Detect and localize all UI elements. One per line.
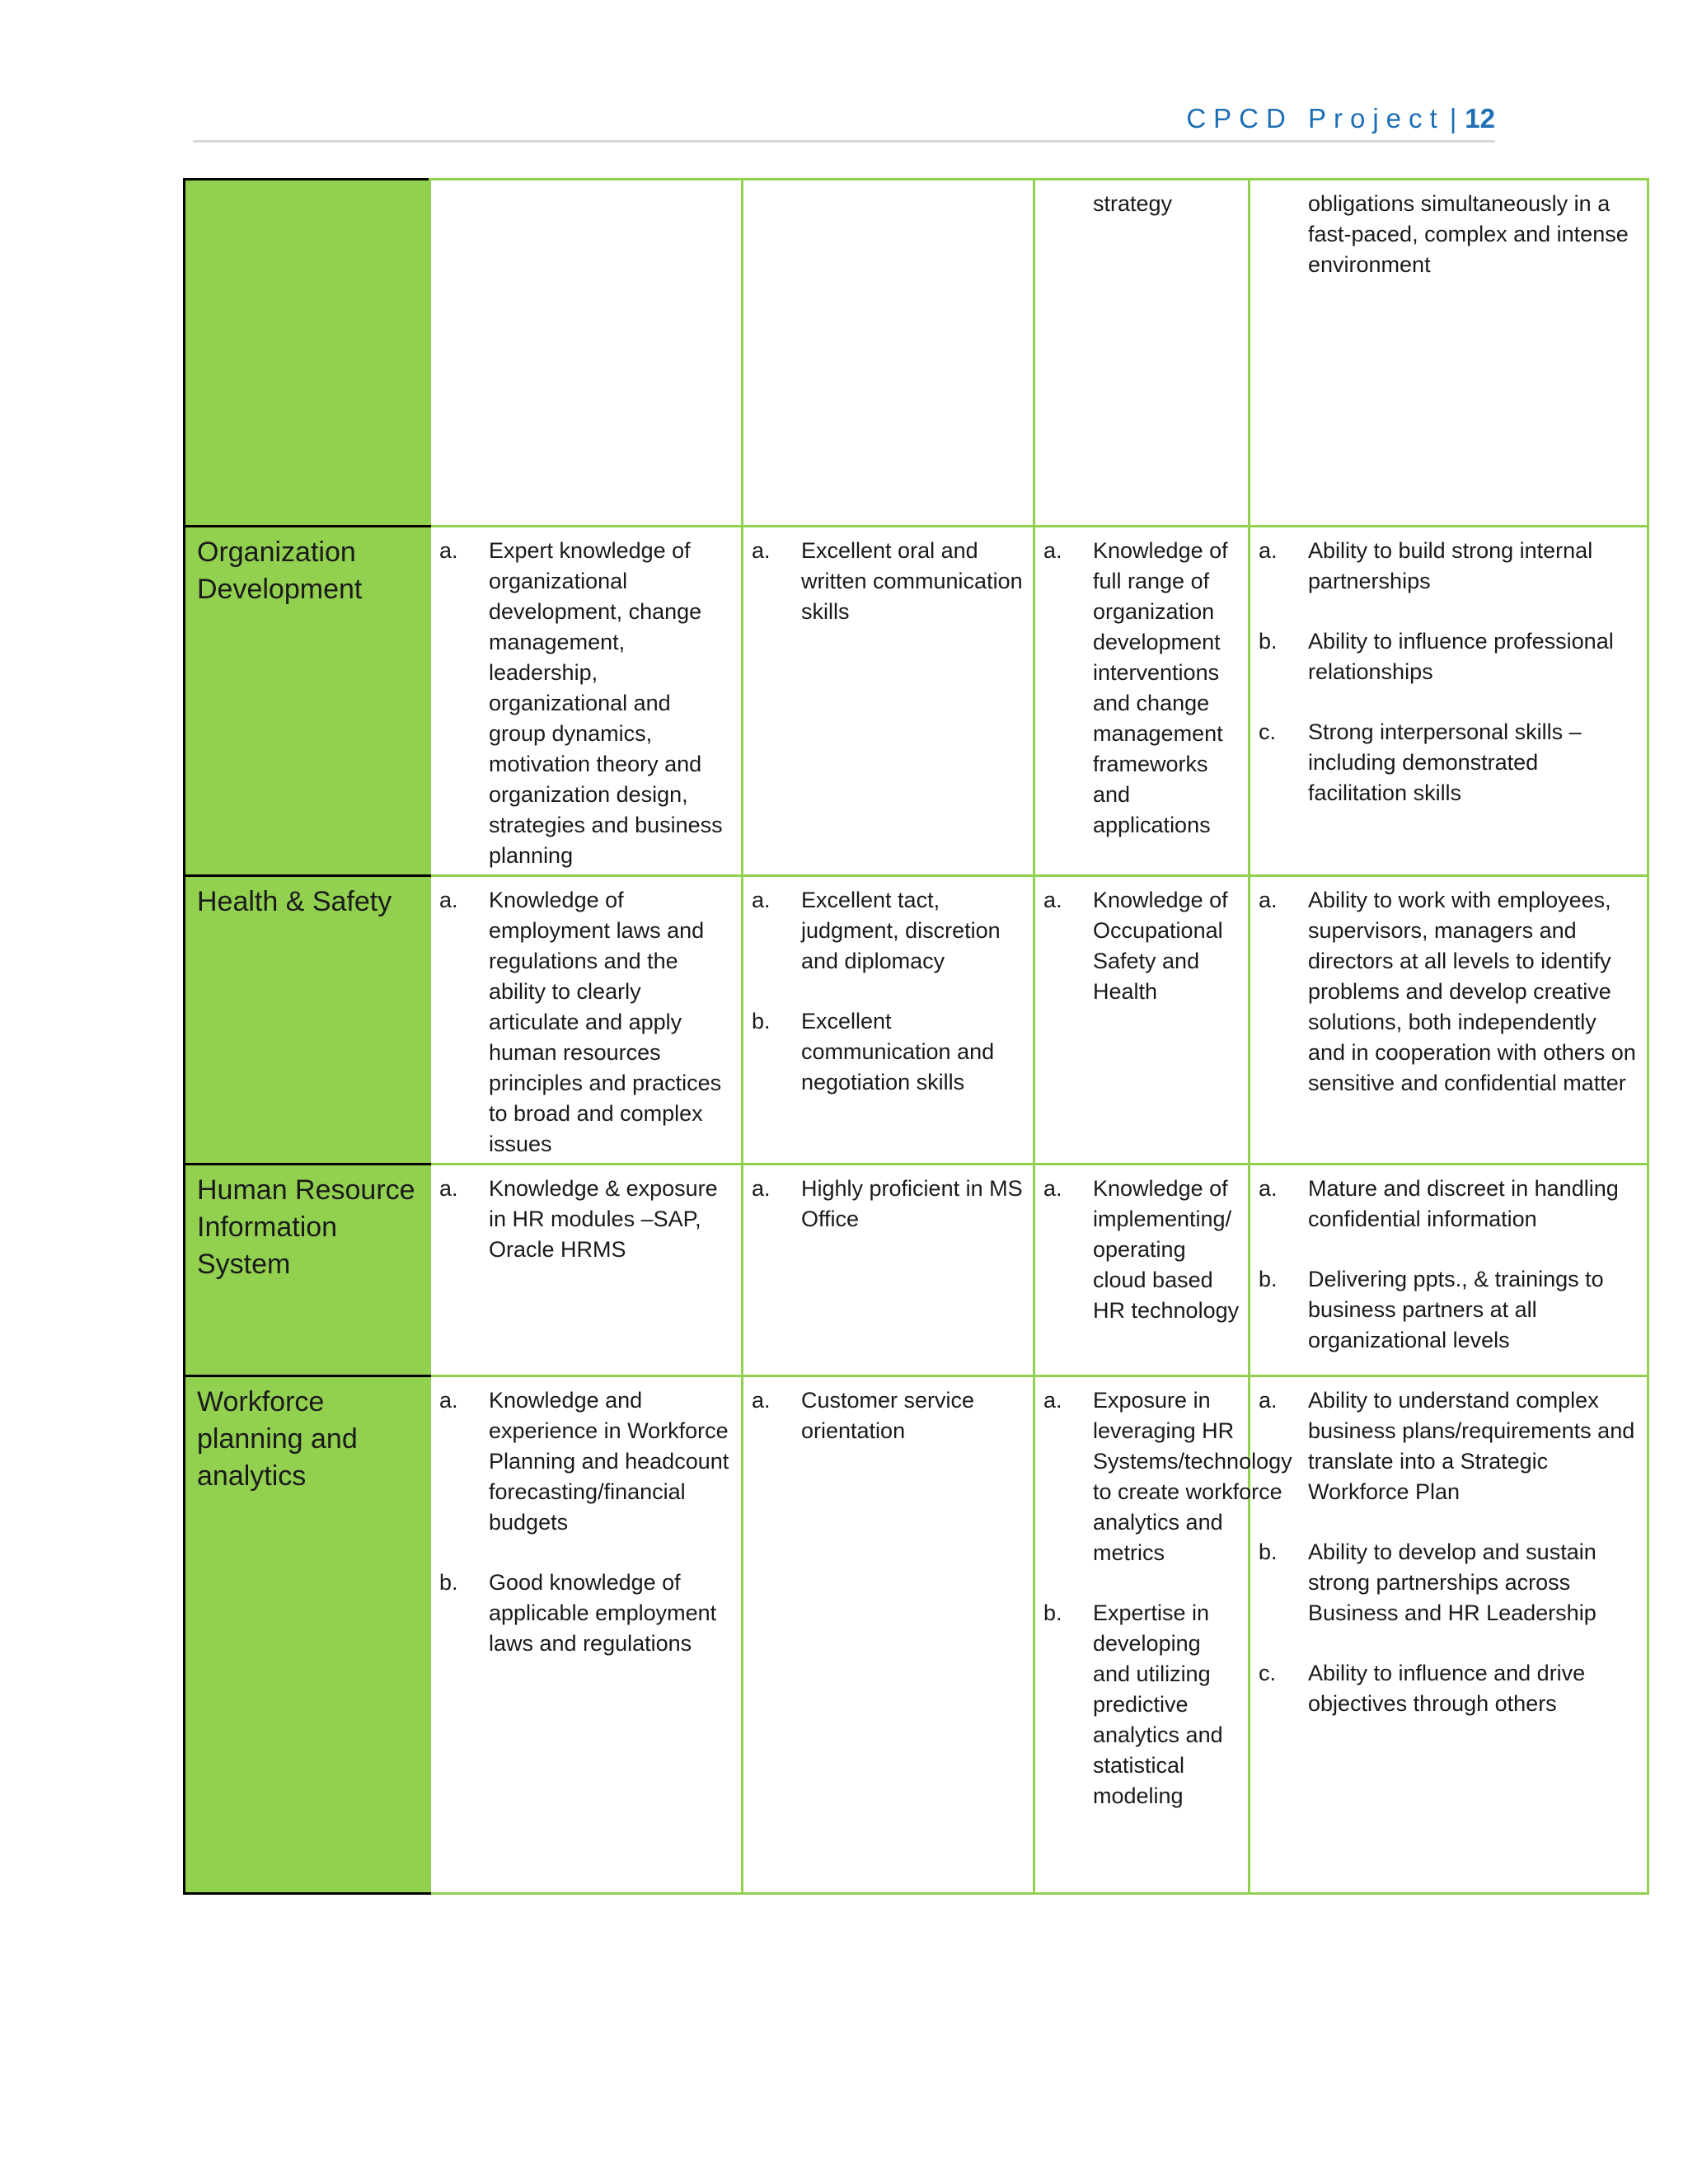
competency-area-cell: Workforce planning and analytics (185, 1376, 430, 1894)
list-item-marker: b. (1259, 1540, 1278, 1564)
list-item-text: Customer service orientation (801, 1388, 975, 1443)
list-item (752, 536, 1025, 627)
list-item-marker (1259, 189, 1308, 280)
list-item (752, 1174, 1025, 1235)
list-item-marker: a. (752, 1176, 771, 1201)
document-title: CPCD Project (1186, 103, 1445, 134)
experience-list (1043, 885, 1240, 1007)
abilities-list (1259, 536, 1639, 808)
list-item-marker: a. (1259, 1176, 1278, 1201)
abilities-cell (1250, 1376, 1648, 1894)
list-item-marker: b. (439, 1570, 458, 1595)
list-item (1259, 536, 1639, 597)
list-item-marker: a. (1259, 538, 1278, 563)
skills-list (752, 1174, 1025, 1235)
list-item-marker: a. (439, 538, 458, 563)
list-item-text: Exposure in leveraging HR Systems/technology to create workforce analytics and metrics (1093, 1388, 1292, 1565)
experience-list (1043, 189, 1240, 219)
list-item-marker: a. (752, 538, 771, 563)
list-item-marker: c. (1259, 719, 1277, 744)
list-item-marker: a. (1259, 1388, 1278, 1413)
skills-list (752, 1385, 1025, 1446)
experience-list (1043, 1385, 1292, 1811)
list-item-text: Ability to work with employees, supervisors, managers and directors at all levels to identify problems and develop creative solutions, both independently and in cooperation with others on sensitive and confidential matter (1308, 888, 1636, 1095)
list-item-text: Expertise in developing and utilizing predictive analytics and statistical modeling (1093, 1601, 1223, 1808)
list-item (1043, 189, 1240, 219)
list-item-text: Excellent tact, judgment, discretion and diplomacy (801, 888, 1001, 973)
experience-cell (1034, 876, 1250, 1165)
list-item (1043, 1598, 1240, 1811)
experience-cell (1034, 527, 1250, 876)
list-item (1043, 1174, 1240, 1326)
abilities-cell (1250, 876, 1648, 1165)
skills-cell (743, 1376, 1034, 1894)
list-item-text: Ability to influence professional relationships (1308, 629, 1614, 684)
knowledge-cell (430, 876, 743, 1165)
list-item (439, 536, 733, 871)
list-item (1259, 1658, 1639, 1719)
list-item-marker: b. (752, 1009, 771, 1033)
list-item-text: Ability to develop and sustain strong partnerships across Business and HR Leadership (1308, 1540, 1597, 1625)
list-item (1259, 1174, 1639, 1235)
list-item (752, 885, 1025, 977)
knowledge-list (439, 1174, 733, 1265)
list-item-marker: a. (1043, 888, 1062, 912)
list-item-marker: a. (1259, 888, 1278, 912)
list-item-text: Ability to understand complex business plans/requirements and translate into a Strategic Workforce Plan (1308, 1388, 1635, 1504)
table-row (185, 1376, 1648, 1894)
list-item-marker: c. (1259, 1661, 1277, 1685)
abilities-cell (1250, 1165, 1648, 1376)
knowledge-list (439, 1385, 733, 1659)
list-item-text: Delivering ppts., & trainings to business partners at all organizational levels (1308, 1267, 1604, 1352)
list-item-marker: a. (439, 1388, 458, 1413)
list-item-text: Knowledge and experience in Workforce Planning and headcount forecasting/financial budgets (489, 1388, 729, 1535)
skills-cell (743, 180, 1034, 527)
knowledge-list (439, 885, 733, 1160)
experience-list (1043, 536, 1240, 841)
list-item (439, 885, 733, 1160)
list-item-marker: a. (439, 1176, 458, 1201)
knowledge-list (439, 536, 733, 871)
abilities-cell (1250, 180, 1648, 527)
list-item-marker: b. (1259, 1267, 1278, 1291)
list-item-text: Ability to influence and drive objectives through others (1308, 1661, 1586, 1716)
list-item (1259, 885, 1639, 1099)
table-row (185, 876, 1648, 1165)
list-item-text: obligations simultaneously in a fast-paced, complex and intense environment (1308, 191, 1629, 277)
list-item-text: Good knowledge of applicable employment laws and regulations (489, 1570, 717, 1656)
page-number: 12 (1465, 103, 1495, 134)
list-item-text: Excellent oral and written communication skills (801, 538, 1023, 624)
knowledge-cell (430, 1376, 743, 1894)
list-item (1259, 1537, 1639, 1629)
experience-cell (1034, 1165, 1250, 1376)
list-item (1259, 717, 1639, 808)
header-separator: | (1449, 103, 1457, 134)
list-item-marker: a. (1043, 1176, 1062, 1201)
list-item-text: Mature and discreet in handling confidential information (1308, 1176, 1619, 1231)
competency-area-cell: Organization Development (185, 527, 430, 876)
list-item (1043, 885, 1240, 1007)
table-row (185, 527, 1648, 876)
table-row (185, 1165, 1648, 1376)
list-item-text: Strong interpersonal skills – including demonstrated facilitation skills (1308, 719, 1582, 805)
list-item-text: Highly proficient in MS Office (801, 1176, 1023, 1231)
table-row (185, 180, 1648, 527)
list-item-marker: b. (1259, 629, 1278, 654)
list-item-text: Knowledge of employment laws and regulations and the ability to clearly articulate and apply human resources principles and practices to broad and complex issues (489, 888, 722, 1156)
list-item-marker: a. (752, 888, 771, 912)
list-item-marker (1043, 189, 1093, 219)
list-item (1043, 536, 1240, 841)
list-item-text: Ability to build strong internal partnerships (1308, 538, 1593, 593)
competency-area-cell: Health & Safety (185, 876, 430, 1165)
skills-list (752, 536, 1025, 627)
list-item (752, 1006, 1025, 1098)
competency-area-cell (185, 180, 430, 527)
list-item-marker: b. (1043, 1601, 1062, 1625)
list-item-marker: a. (1043, 1388, 1062, 1413)
abilities-list (1259, 189, 1639, 280)
list-item-text: Expert knowledge of organizational development, change management, leadership, organizational and group dynamics, motivation theory and organization design, strategies and business planning (489, 538, 723, 868)
experience-list (1043, 1174, 1240, 1326)
list-item-marker: a. (752, 1388, 771, 1413)
list-item-text: Knowledge & exposure in HR modules –SAP, Oracle HRMS (489, 1176, 718, 1262)
list-item (1043, 1385, 1292, 1568)
list-item (439, 1385, 733, 1538)
list-item-text: strategy (1093, 191, 1173, 216)
list-item (1259, 626, 1639, 687)
experience-cell (1034, 1376, 1292, 1894)
page-header (193, 97, 1495, 143)
list-item-marker: a. (439, 888, 458, 912)
list-item (752, 1385, 1025, 1446)
experience-cell (1034, 180, 1250, 527)
list-item-text: Knowledge of Occupational Safety and Health (1093, 888, 1228, 1004)
list-item (1259, 189, 1639, 280)
competency-table (183, 178, 1649, 1895)
knowledge-cell (430, 1165, 743, 1376)
list-item-marker: a. (1043, 538, 1062, 563)
skills-cell (743, 1165, 1034, 1376)
abilities-cell (1250, 527, 1648, 876)
skills-cell (743, 527, 1034, 876)
list-item-text: Knowledge of full range of organization development interventions and change management frameworks and applications (1093, 538, 1228, 837)
competency-area-cell: Human Resource Information System (185, 1165, 430, 1376)
list-item (439, 1174, 733, 1265)
abilities-list (1259, 1385, 1639, 1719)
knowledge-cell (430, 180, 743, 527)
skills-cell (743, 876, 1034, 1165)
abilities-list (1259, 1174, 1639, 1356)
list-item (439, 1568, 733, 1659)
abilities-list (1259, 885, 1639, 1099)
list-item-text: Knowledge of implementing/ operating cloud based HR technology (1093, 1176, 1240, 1323)
skills-list (752, 885, 1025, 1098)
list-item-text: Excellent communication and negotiation skills (801, 1009, 995, 1094)
knowledge-cell (430, 527, 743, 876)
list-item (1259, 1264, 1639, 1356)
list-item (1259, 1385, 1639, 1507)
